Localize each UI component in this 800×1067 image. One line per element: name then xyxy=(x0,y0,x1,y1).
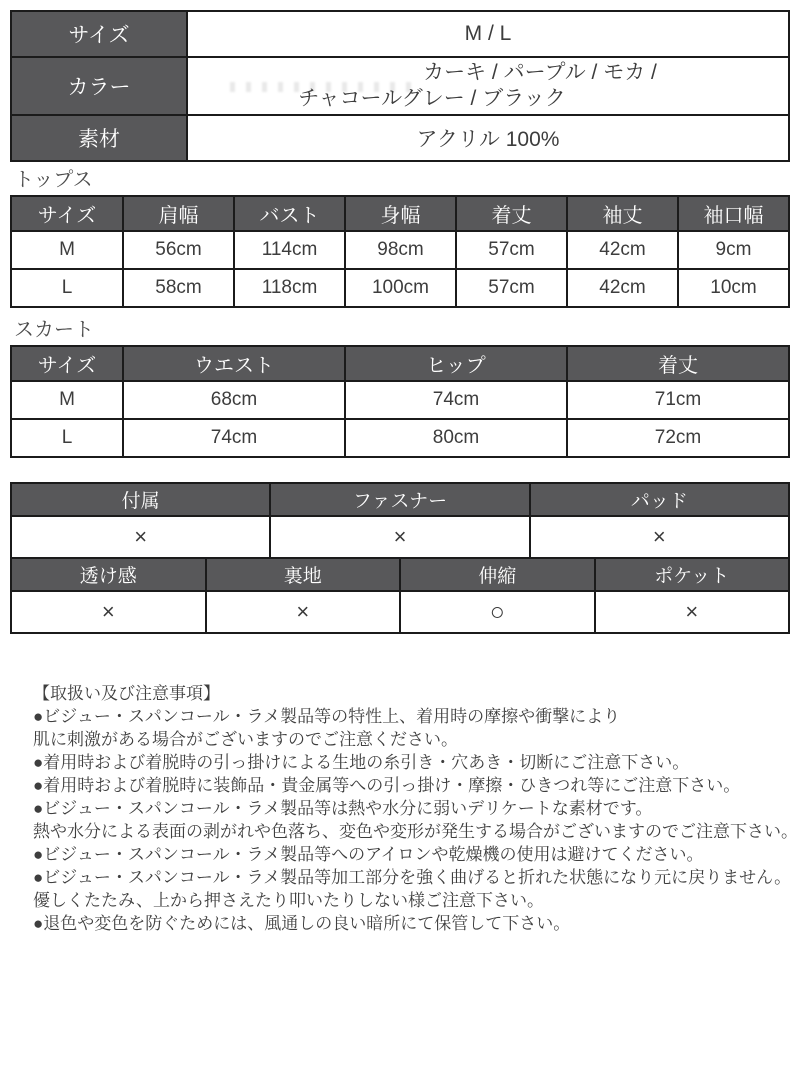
spec-value-color xyxy=(187,57,789,115)
skirt-m-length: 71cm xyxy=(567,381,789,419)
feature-header-pad: パッド xyxy=(530,483,789,516)
notes-title: 【取扱い及び注意事項】 xyxy=(33,684,220,703)
table-header-row xyxy=(11,483,789,516)
skirt-header-hip: ヒップ xyxy=(345,346,567,381)
spec-label-size: サイズ xyxy=(11,11,187,57)
table-row xyxy=(11,57,789,115)
skirt-m-hip: 74cm xyxy=(345,381,567,419)
skirt-section-label: スカート xyxy=(14,319,94,341)
feature-value-lining: × xyxy=(206,591,401,633)
skirt-l-length: 72cm xyxy=(567,419,789,457)
tops-header-cuff-width: 袖口幅 xyxy=(678,196,789,231)
feature-header-sheerness: 透け感 xyxy=(11,558,206,591)
color-value-line2: チャコールグレー / ブラック xyxy=(298,87,566,110)
note-line: 肌に刺激がある場合がございますのでご注意ください。 xyxy=(33,730,458,749)
tops-l-size: L xyxy=(11,269,123,307)
tops-m-bust: 114cm xyxy=(234,231,345,269)
skirt-header-size: サイズ xyxy=(11,346,123,381)
spec-label-color: カラー xyxy=(11,57,187,115)
tops-l-bust: 118cm xyxy=(234,269,345,307)
features-table-1 xyxy=(10,482,790,559)
feature-header-fastener: ファスナー xyxy=(270,483,529,516)
tops-l-cuff-width: 10cm xyxy=(678,269,789,307)
skirt-l-hip: 80cm xyxy=(345,419,567,457)
tops-m-cuff-width: 9cm xyxy=(678,231,789,269)
feature-header-lining: 裏地 xyxy=(206,558,401,591)
tops-m-sleeve-length: 42cm xyxy=(567,231,678,269)
table-row xyxy=(11,591,789,633)
tops-l-sleeve-length: 42cm xyxy=(567,269,678,307)
spec-label-material: 素材 xyxy=(11,115,187,161)
skirt-l-waist: 74cm xyxy=(123,419,345,457)
feature-header-stretch: 伸縮 xyxy=(400,558,595,591)
tops-section-label: トップス xyxy=(14,169,93,191)
skirt-table xyxy=(10,345,790,458)
handling-notes xyxy=(33,682,800,935)
tops-l-body-width: 100cm xyxy=(345,269,456,307)
spec-table xyxy=(10,10,790,162)
feature-header-pocket: ポケット xyxy=(595,558,790,591)
note-line: 優しくたたみ、上から押さえたり叩いたりしない様ご注意下さい。 xyxy=(33,891,545,910)
skirt-m-size: M xyxy=(11,381,123,419)
feature-value-sheerness: × xyxy=(11,591,206,633)
feature-value-pad: × xyxy=(530,516,789,558)
tops-l-length: 57cm xyxy=(456,269,567,307)
tops-header-bust: バスト xyxy=(234,196,345,231)
table-header-row xyxy=(11,558,789,591)
tops-m-length: 57cm xyxy=(456,231,567,269)
color-value-line1: カーキ / パープル / モカ / xyxy=(423,61,657,84)
note-line: ●ビジュー・スパンコール・ラメ製品等は熱や水分に弱いデリケートな素材です。 xyxy=(33,799,653,818)
tops-table xyxy=(10,195,790,308)
table-header-row xyxy=(11,196,789,231)
note-line: ●退色や変色を防ぐためには、風通しの良い暗所にて保管して下さい。 xyxy=(33,914,571,933)
skirt-header-waist: ウエスト xyxy=(123,346,345,381)
features-table-2 xyxy=(10,557,790,634)
spec-value-material: アクリル 100% xyxy=(187,115,789,161)
tops-header-shoulder: 肩幅 xyxy=(123,196,234,231)
skirt-header-length: 着丈 xyxy=(567,346,789,381)
note-line: ●着用時および着脱時に装飾品・貴金属等への引っ掛け・摩擦・ひきつれ等にご注意下さい。 xyxy=(33,776,741,795)
note-line: ●着用時および着脱時の引っ掛けによる生地の糸引き・穴あき・切断にご注意下さい。 xyxy=(33,753,690,772)
skirt-l-size: L xyxy=(11,419,123,457)
table-row xyxy=(11,516,789,558)
feature-header-accessories: 付属 xyxy=(11,483,270,516)
feature-value-accessories: × xyxy=(11,516,270,558)
tops-header-sleeve-length: 袖丈 xyxy=(567,196,678,231)
note-line: ●ビジュー・スパンコール・ラメ製品等へのアイロンや乾燥機の使用は避けてください。 xyxy=(33,845,704,864)
table-row xyxy=(11,419,789,457)
table-row xyxy=(11,269,789,307)
feature-value-fastener: × xyxy=(270,516,529,558)
tops-m-body-width: 98cm xyxy=(345,231,456,269)
tops-m-shoulder: 56cm xyxy=(123,231,234,269)
table-row xyxy=(11,11,789,57)
tops-m-size: M xyxy=(11,231,123,269)
spec-value-size: M / L xyxy=(187,11,789,57)
note-line: ●ビジュー・スパンコール・ラメ製品等の特性上、着用時の摩擦や衝撃により xyxy=(33,707,621,726)
tops-header-size: サイズ xyxy=(11,196,123,231)
note-line: 熱や水分による表面の剥がれや色落ち、変色や変形が発生する場合がございますのでご注意下さい。 xyxy=(33,822,798,841)
table-header-row xyxy=(11,346,789,381)
skirt-m-waist: 68cm xyxy=(123,381,345,419)
tops-header-body-width: 身幅 xyxy=(345,196,456,231)
table-row xyxy=(11,115,789,161)
tops-l-shoulder: 58cm xyxy=(123,269,234,307)
tops-header-length: 着丈 xyxy=(456,196,567,231)
feature-value-pocket: × xyxy=(595,591,790,633)
feature-value-stretch: ○ xyxy=(400,591,595,633)
note-line: ●ビジュー・スパンコール・ラメ製品等加工部分を強く曲げると折れた状態になり元に戻りません。 xyxy=(33,868,792,887)
table-row xyxy=(11,381,789,419)
table-row xyxy=(11,231,789,269)
